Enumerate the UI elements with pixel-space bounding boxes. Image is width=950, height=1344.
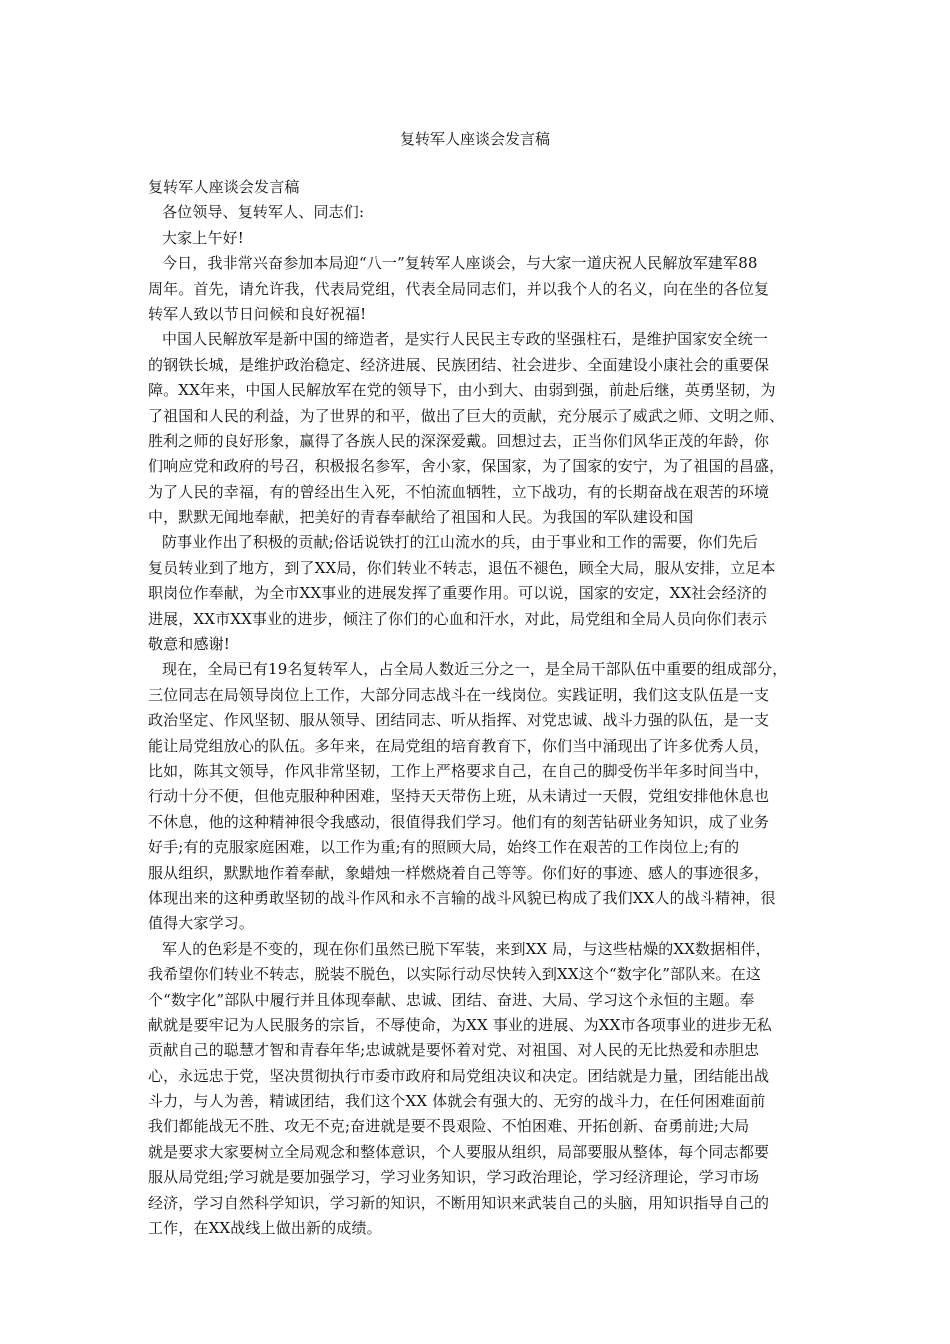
text-line: 个“数字化”部队中履行并且体现奉献、忠诚、团结、奋进、大局、学习这个永恒的主题。奉 xyxy=(148,990,755,1009)
text-line: 复员转业到了地方，到了XX局，你们转业不转志，退伍不褪色，顾全大局，服从安排，立足本 xyxy=(148,558,776,577)
text-line: 我希望你们转业不转志，脱装不脱色，以实际行动尽快转入到XX这个“数字化”部队来。在这 xyxy=(148,965,761,984)
text-line: 斗力，与人为善，精诚团结，我们这个XX 体就会有强大的、无穷的战斗力，在任何困难面前 xyxy=(148,1092,766,1111)
text-line: 贡献自己的聪慧才智和青春年华;忠诚就是要怀着对党、对祖国、对人民的无比热爱和赤胆忠 xyxy=(148,1041,760,1060)
text-line: 三位同志在局领导岗位上工作，大部分同志战斗在一线岗位。实践证明，我们这支队伍是一支 xyxy=(148,685,770,704)
text-line: 值得大家学习。 xyxy=(148,914,255,933)
text-line: 为了人民的幸福，有的曾经出生入死，不怕流血牺牲，立下战功，有的长期奋战在艰苦的环境 xyxy=(148,482,770,501)
text-line: 进展，XX市XX事业的进步，倾注了你们的心血和汗水，对此，局党组和全局人员向你们表示 xyxy=(148,609,768,628)
text-line: 服从组织，默默地作着奉献，象蜡烛一样燃烧着自己等等。你们好的事迹、感人的事迹很多， xyxy=(148,863,770,882)
text-line: 工作，在XX战线上做出新的成绩。 xyxy=(148,1219,382,1238)
text-line: 我们都能战无不胜、攻无不克;奋进就是要不畏艰险、不怕困难、开拓创新、奋勇前进;大局 xyxy=(148,1117,750,1136)
text-line: 大家上午好! xyxy=(162,228,244,247)
text-line: 中国人民解放军是新中国的缔造者，是实行人民民主专政的坚强柱石，是维护国家安全统一 xyxy=(162,330,769,349)
text-line: 能让局党组放心的队伍。多年来，在局党组的培育教育下，你们当中涌现出了许多优秀人员， xyxy=(148,736,770,755)
text-line: 周年。首先，请允许我，代表局党组，代表全局同志们，并以我个人的名义，向在坐的各位复 xyxy=(148,279,770,298)
text-line: 献就是要牢记为人民服务的宗旨，不辱使命，为XX 事业的进展、为XX市各项事业的进步无私 xyxy=(148,1015,772,1034)
text-line: 敬意和感谢! xyxy=(148,635,230,654)
document-title: 复转军人座谈会发言稿 xyxy=(399,130,550,148)
text-line: 体现出来的这种勇敢坚韧的战斗作风和永不言输的战斗风貌已构成了我们XX人的战斗精神，很 xyxy=(148,888,776,907)
text-line: 心，永远忠于党，坚决贯彻执行市委市政府和局党组决议和决定。团结就是力量，团结能出战 xyxy=(148,1066,770,1085)
document-body xyxy=(148,175,828,1241)
text-line: 胜利之师的良好形象，赢得了各族人民的深深爱戴。回想过去，正当你们风华正茂的年龄，你 xyxy=(148,431,770,450)
text-line: 各位领导、复转军人、同志们: xyxy=(162,203,365,222)
text-line: 现在，全局已有19名复转军人，占全局人数近三分之一，是全局干部队伍中重要的组成部分， xyxy=(162,660,788,679)
text-line: 了祖国和人民的利益，为了世界的和平，做出了巨大的贡献，充分展示了威武之师、文明之师、 xyxy=(148,406,785,425)
text-line: 转军人致以节日问候和良好祝福! xyxy=(148,304,367,323)
text-line: 今日，我非常兴奋参加本局迎“八一”复转军人座谈会，与大家一道庆祝人民解放军建军88 xyxy=(162,254,758,273)
text-line: 政治坚定、作风坚韧、服从领导、团结同志、听从指挥、对党忠诚、战斗力强的队伍，是一支 xyxy=(148,711,770,730)
text-line: 复转军人座谈会发言稿 xyxy=(148,178,300,196)
text-line: 防事业作出了积极的贡献;俗话说铁打的江山流水的兵，由于事业和工作的需要，你们先后 xyxy=(162,533,759,552)
text-line: 好手;有的克服家庭困难，以工作为重;有的照顾大局，始终工作在艰苦的工作岗位上;有的 xyxy=(148,838,740,857)
text-line: 军人的色彩是不变的，现在你们虽然已脱下军装，来到XX 局，与这些枯燥的XX数据相伴， xyxy=(162,939,771,958)
text-line: 服从局党组;学习就是要加强学习，学习业务知识，学习政治理论，学习经济理论，学习市场 xyxy=(148,1168,760,1187)
text-line: 不休息，他的这种精神很令我感动，很值得我们学习。他们有的刻苦钻研业务知识，成了业务 xyxy=(148,812,770,831)
text-line: 的钢铁长城，是维护政治稳定、经济进展、民族团结、社会进步、全面建设小康社会的重要保 xyxy=(148,355,770,374)
text-line: 比如，陈其文领导，作风非常坚韧，工作上严格要求自己，在自己的脚受伤半年多时间当中， xyxy=(148,761,770,780)
text-line: 就是要求大家要树立全局观念和整体意识，个人要服从组织，局部要服从整体，每个同志都要 xyxy=(148,1142,770,1161)
text-line: 职岗位作奉献，为全市XX事业的进展发挥了重要作用。可以说，国家的安定，XX社会经济的 xyxy=(148,584,768,603)
text-line: 障。XX年来，中国人民解放军在党的领导下，由小到大、由弱到强，前赴后继，英勇坚韧，为 xyxy=(148,381,776,400)
text-line: 中，默默无闻地奉献，把美好的青春奉献给了祖国和人民。为我国的军队建设和国 xyxy=(148,508,694,527)
text-line: 们响应党和政府的号召，积极报名参军，舍小家，保国家，为了国家的安宁，为了祖国的昌盛， xyxy=(148,457,785,476)
text-line: 行动十分不便，但他克服种种困难，坚持天天带伤上班，从未请过一天假，党组安排他休息也 xyxy=(148,787,770,806)
text-line: 经济，学习自然科学知识，学习新的知识，不断用知识来武装自己的头脑，用知识指导自己的 xyxy=(148,1193,770,1212)
